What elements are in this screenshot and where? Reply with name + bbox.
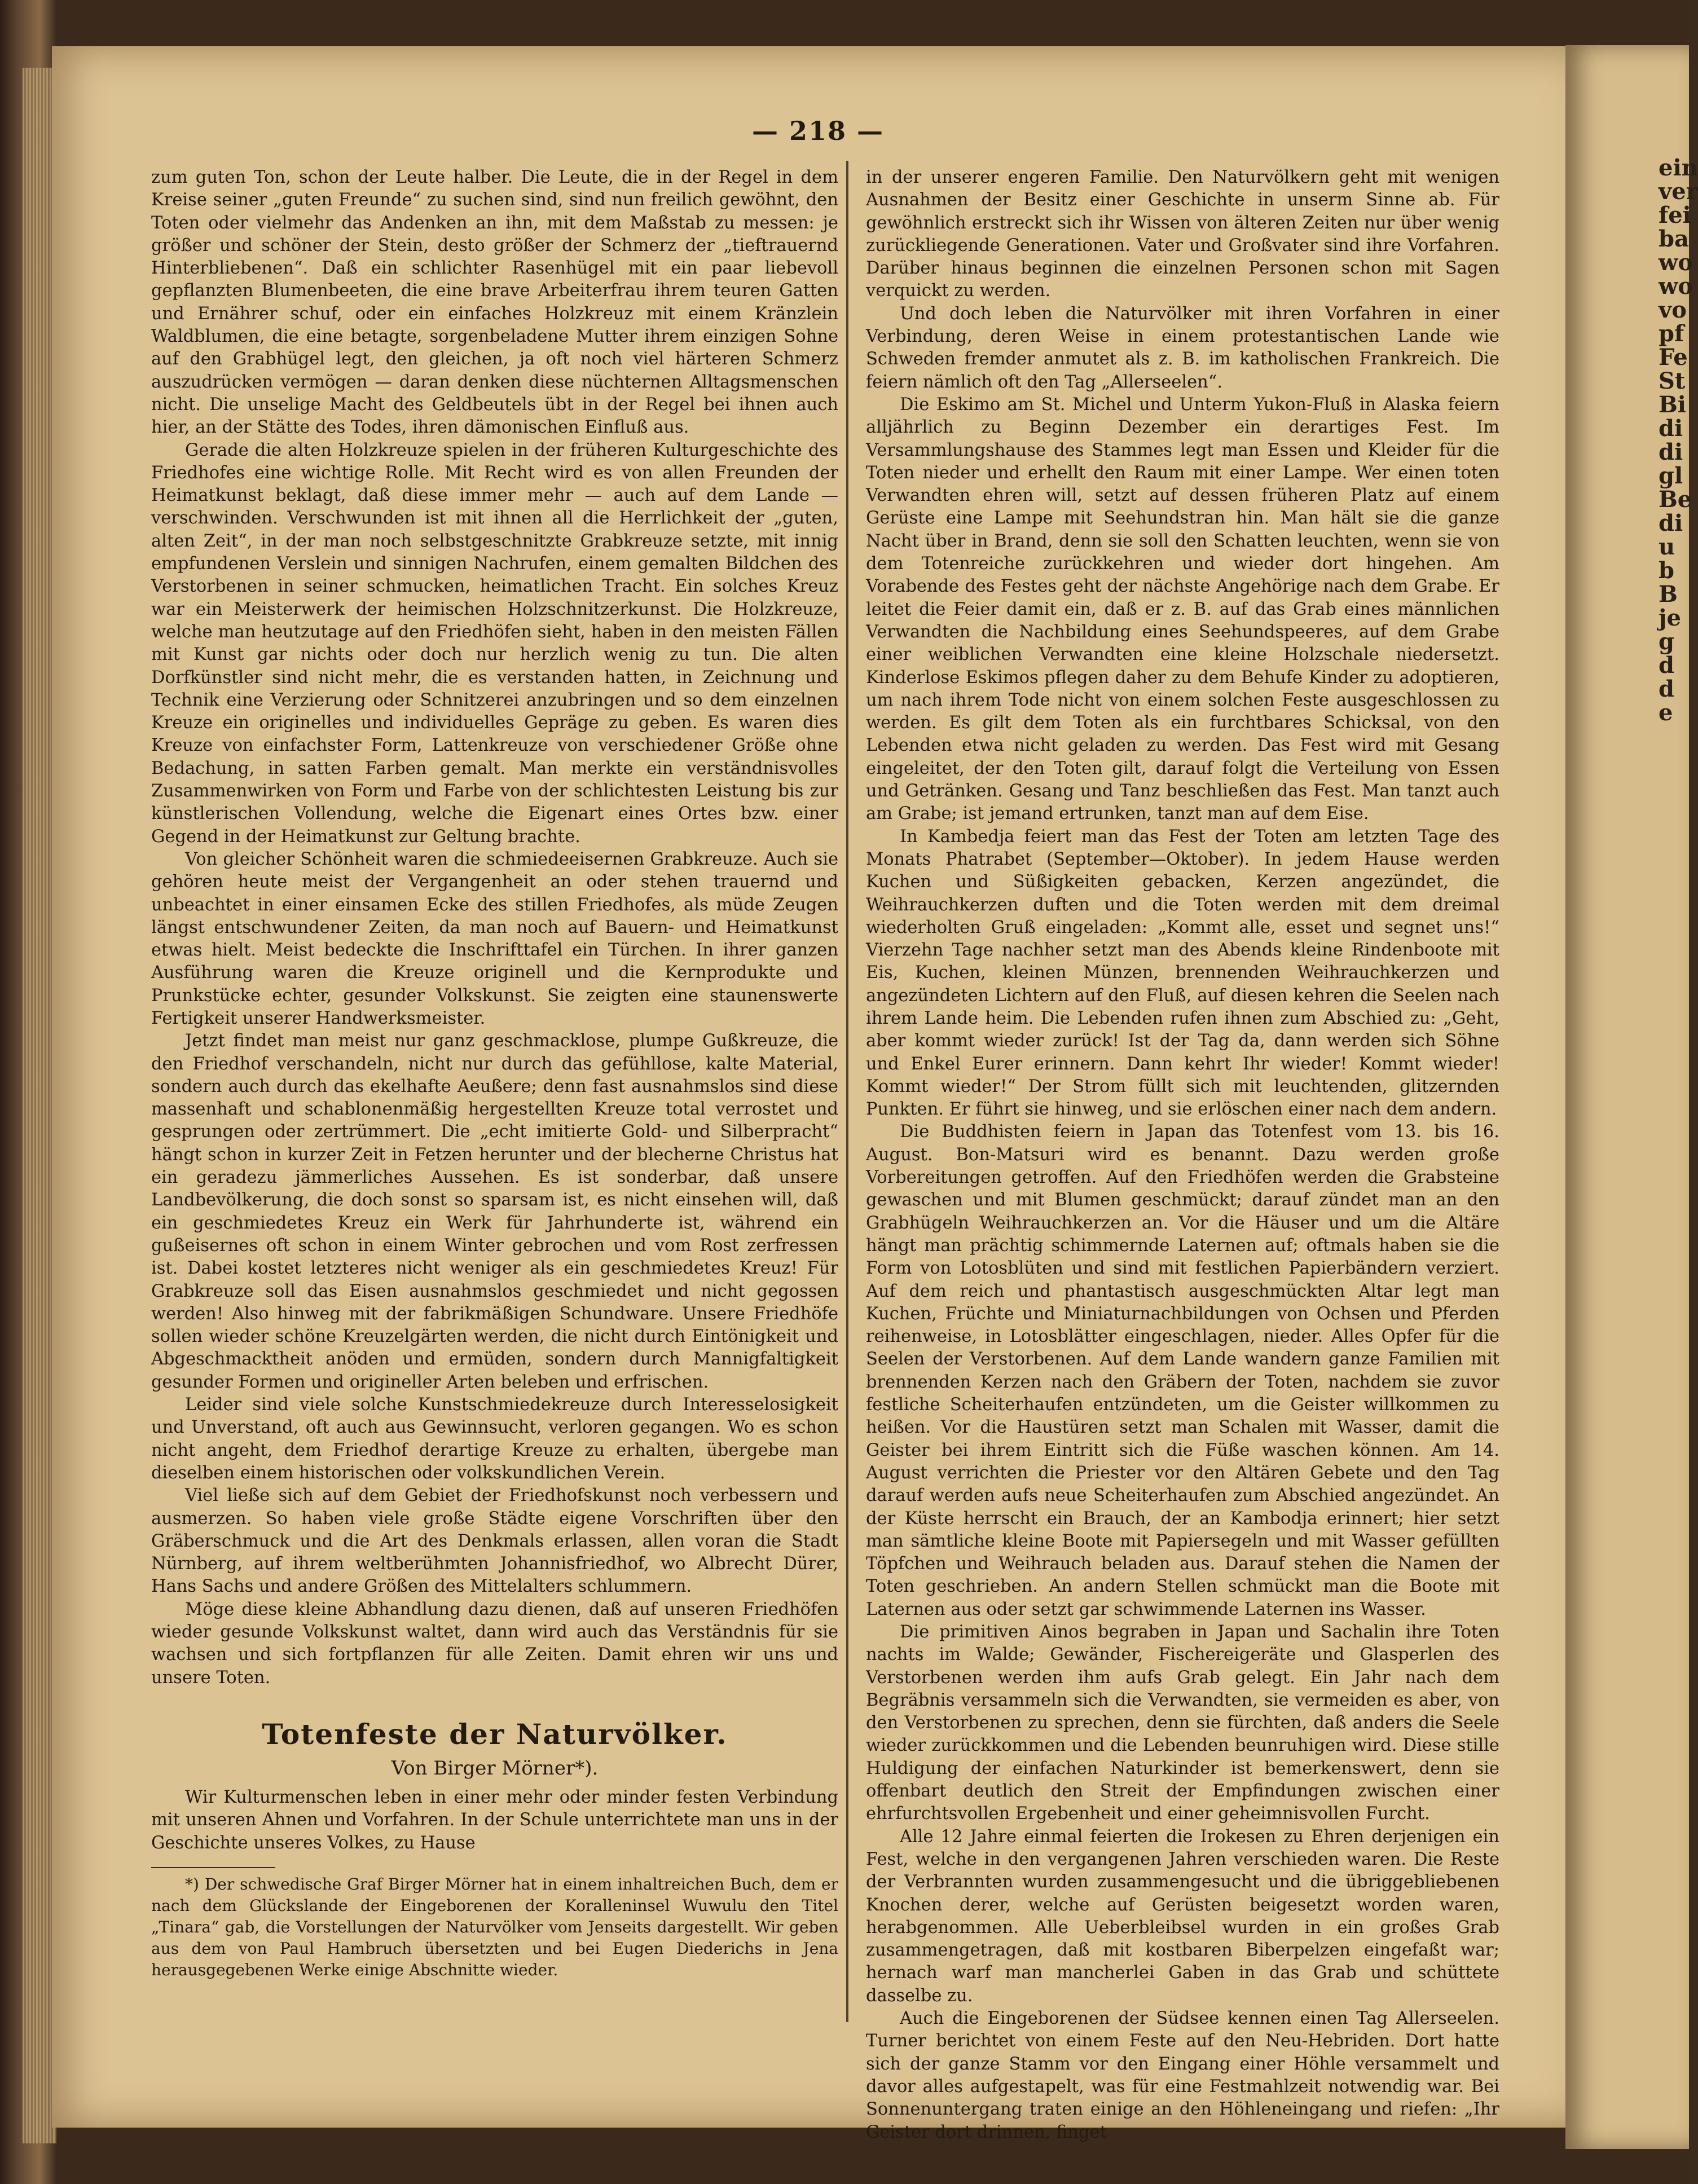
- next-page-fragment: wo: [1659, 249, 1693, 276]
- paragraph: Möge diese kleine Abhandlung dazu dienen, daß auf unseren Friedhöfen wieder gesunde Volkskunst waltet, dann wird auch das Verständnis für sie wachsen und sich fortpflanzen für alle Zeiten. Damit ehren wir uns und unsere Toten.: [151, 1599, 838, 1688]
- next-page-fragment: ein: [1659, 155, 1698, 181]
- next-page-fragment: Fe: [1659, 344, 1688, 371]
- left-column: [151, 166, 838, 1981]
- next-page-fragment: di: [1659, 439, 1683, 465]
- next-page-fragment: fei: [1659, 202, 1691, 228]
- next-page-fragment: u: [1659, 534, 1675, 560]
- next-page-fragment: e: [1659, 699, 1673, 726]
- next-page-fragment: d: [1659, 652, 1674, 679]
- paragraph: Die primitiven Ainos begraben in Japan und Sachalin ihre Toten nachts im Walde; Gewänder, Fischereigeräte und Glasperlen des Verstorbenen werden ihm aufs Grab gelegt. Ein Jahr nach dem Begräbnis versammeln sich die Verwandten, sie vermeiden es aber, von den Verstorbenen zu sprechen, denn sie fürchten, daß anders die Seele wieder zurückkommen und die Lebenden beunruhigen wird. Diese stille Huldigung der einfachen Naturkinder ist bemerkenswert, denn sie offenbart deutlich den Streit der Empfindungen zwischen einer ehrfurchtsvollen Ergebenheit und einer geheimnisvollen Furcht.: [866, 1622, 1499, 1824]
- footnote-rule: [151, 1867, 275, 1868]
- left-column-text: [151, 166, 838, 1689]
- column-divider: [846, 161, 848, 2022]
- next-page-fragment: ver: [1659, 178, 1698, 205]
- paragraph: Alle 12 Jahre einmal feierten die Irokesen zu Ehren derjenigen ein Fest, welche in den vergangenen Jahren verschieden waren. Die Reste der Verbrannten wurden zusammengesucht und die übriggebliebenen Knochen derer, welche auf Gerüsten beigesetzt worden waren, herabgenommen. Alle Ueberbleibsel wurden in ein großes Grab zusammengetragen, daß mit kostbaren Biberpelzen eingefaßt war; hernach warf man mancherlei Gaben in das Grab und schüttete dasselbe zu.: [866, 1826, 1499, 2006]
- paragraph: Die Buddhisten feiern in Japan das Totenfest vom 13. bis 16. August. Bon-Matsuri wird es benannt. Dazu werden große Vorbereitungen getroffen. Auf den Friedhöfen werden die Grabsteine gewaschen und mit Blumen geschmückt; darauf zündet man an den Grabhügeln Weihrauchkerzen an. Vor die Häuser und um die Altäre hängt man prächtig schimmernde Laternen auf; oftmals haben sie die Form von Lotosblüten und sind mit festlichen Papierbändern verziert. Auf dem reich und phantastisch ausgeschmückten Altar legt man Kuchen, Früchte und Miniaturnachbildungen von Ochsen und Pferden reihenweise, in Lotosblätter eingeschlagen, nieder. Alles Opfer für die Seelen der Verstorbenen. Auf dem Lande wandern ganze Familien mit brennenden Kerzen nach den Gräbern der Toten, nachdem sie zuvor festliche Scheiterhaufen entzündeten, um die Geister willkommen zu heißen. Vor die Haustüren setzt man Schalen mit Wasser, damit die Geister bei ihrem Eintritt sich die Füße waschen können. Am 14. August verrichten die Priester vor den Altären Gebete und den Tag darauf werden aufs neue Scheiterhaufen zum Abschied angezündet. An der Küste herrscht ein Brauch, der an Kambodja erinnert; hier setzt man sämtliche kleine Boote mit Papiersegeln und mit Wasser gefüllten Töpfchen und Weihrauch beladen aus. Darauf stehen die Namen der Toten geschrieben. An andern Stellen schmückt man die Boote mit Laternen aus oder setzt gar schwimmende Laternen ins Wasser.: [866, 1122, 1499, 1619]
- paragraph: Gerade die alten Holzkreuze spielen in der früheren Kulturgeschichte des Friedhofes eine wichtige Rolle. Mit Recht wird es von allen Freunden der Heimatkunst beklagt, daß diese immer mehr — auch auf dem Lande — verschwinden. Verschwunden ist mit ihnen all die Herrlichkeit der „guten, alten Zeit“, in der man noch selbstgeschnitzte Grabkreuze setzte, mit innig empfundenen Verslein und sinnigen Nachrufen, einem gemalten Bildchen des Verstorbenen in seiner schmucken, heimatlichen Tracht. Ein solches Kreuz war ein Meisterwerk der heimischen Holzschnitzerkunst. Die Holzkreuze, welche man heutzutage auf den Friedhöfen sieht, haben in den meisten Fällen mit Kunst gar nichts oder doch nur herzlich wenig zu tun. Die alten Dorfkünstler sind nicht mehr, die es verstanden hatten, in Zeichnung und Technik eine Verzierung oder Schnitzerei anzubringen und so dem einzelnen Kreuze ein originelles und individuelles Gepräge zu geben. Es waren dies Kreuze von einfachster Form, Lattenkreuze von verschiedener Größe ohne Bedachung, in satten Farben gemalt. Man merkte ein verständnisvolles Zusammenwirken von Form und Farbe von der schlichtesten Leistung bis zur künstlerischen Vollendung, welche die Eigenart eines Ortes bzw. einer Gegend in der Heimatkunst zur Geltung brachte.: [151, 440, 838, 847]
- next-page-fragment: vo: [1659, 297, 1687, 323]
- paragraph: Viel ließe sich auf dem Gebiet der Friedhofskunst noch verbessern und ausmerzen. So haben viele große Städte eigene Vorschriften über den Gräberschmuck und die Art des Denkmals erlassen, allen voran die Stadt Nürnberg, auf ihrem weltberühmten Johannisfriedhof, wo Albrecht Dürer, Hans Sachs und andere Größen des Mittelalters schlummern.: [151, 1486, 838, 1597]
- right-column: [866, 166, 1499, 2144]
- next-page-fragment: b: [1659, 557, 1674, 584]
- paragraph: Und doch leben die Naturvölker mit ihren Vorfahren in einer Verbindung, deren Weise in einem protestantischen Lande wie Schweden fremder anmutet als z. B. im katholischen Frankreich. Die feiern nämlich oft den Tag „Allerseelen“.: [866, 303, 1499, 392]
- paragraph: Leider sind viele solche Kunstschmiedekreuze durch Interesselosigkeit und Unverstand, oft auch aus Gewinnsucht, verloren gegangen. Wo es schon nicht angeht, dem Friedhof derartige Kreuze zu erhalten, übergebe man dieselben einem historischen oder volkskundlichen Verein.: [151, 1395, 838, 1483]
- next-page-edge: [1565, 45, 1698, 2149]
- paragraph: In Kambedja feiert man das Fest der Toten am letzten Tage des Monats Phatrabet (September—Oktober). In jedem Hause werden Kuchen und Süßigkeiten gebacken, Kerzen angezündet, die Weihrauchkerzen duften und die Toten werden mit dem dreimal wiederholten Gruß eingeladen: „Kommt alle, esset und segnet uns!“ Vierzehn Tage nachher setzt man des Abends kleine Rindenboote mit Eis, Kuchen, kleinen Münzen, brennenden Weihrauchkerzen und angezündeten Lichtern auf den Fluß, auf diesen kehren die Seelen nach ihrem Lande heim. Die Lebenden rufen ihnen zum Abschied zu: „Geht, aber kommt wieder zurück! Ist der Tag da, dann werden sich Söhne und Enkel Eurer erinnern. Dann kehrt Ihr wieder! Kommt wieder! Kommt wieder!“ Der Strom füllt sich mit leuchtenden, glitzernden Punkten. Er führt sie hinweg, und sie erlöschen einer nach dem andern.: [866, 826, 1499, 1120]
- next-page-fragment: ba: [1659, 226, 1689, 252]
- page-number: — 218 —: [751, 116, 885, 146]
- next-page-fragment: di: [1659, 510, 1683, 536]
- paragraph: Auch die Eingeborenen der Südsee kennen einen Tag Allerseelen. Turner berichtet von einem Feste auf den Neu-Hebriden. Dort hatte sich der ganze Stamm vor den Eingang einer Höhle versammelt und davor alles aufgestapelt, was für eine Festmahlzeit notwendig war. Bei Sonnenuntergang traten einige an den Höhleneingang und riefen: „Ihr Geister dort drinnen, finget: [866, 2009, 1499, 2142]
- next-page-fragment: di: [1659, 415, 1683, 442]
- paragraph: Wir Kulturmenschen leben in einer mehr oder minder festen Verbindung mit unseren Ahnen und Vorfahren. In der Schule unterrichtete man uns in der Geschichte unseres Volkes, zu Hause: [151, 1787, 838, 1853]
- paragraph: Jetzt findet man meist nur ganz geschmacklose, plumpe Gußkreuze, die den Friedhof verschandeln, nicht nur durch das gefühllose, kalte Material, sondern auch durch das ekelhafte Aeußere; denn fast ausnahmslos sind diese massenhaft und schablonenmäßig hergestellten Kreuze total verrostet und gesprungen oder zertrümmert. Die „echt imitierte Gold- und Silberpracht“ hängt schon in kurzer Zeit in Fetzen herunter und der blecherne Christus hat ein geradezu jämmerliches Aussehen. Es ist sonderbar, daß unsere Landbevölkerung, die doch sonst so sparsam ist, es nicht einsehen will, daß ein geschmiedetes Kreuz ein Werk für Jahrhunderte ist, während ein gußeisernes oft schon in einem Winter gebrochen und vom Rost zerfressen ist. Dabei kostet letzteres nicht weniger als ein geschmiedetes Kreuz! Für Grabkreuze soll das Eisen ausnahmslos geschmiedet und nicht gegossen werden! Also hinweg mit der fabrikmäßigen Schundware. Unsere Friedhöfe sollen wieder schöne Kreuzelgärten werden, die nicht durch Eintönigkeit und Abgeschmacktheit anöden und ermüden, sondern durch Mannigfaltigkeit gesunder Formen und origineller Arten beleben und erfrischen.: [151, 1031, 838, 1392]
- next-page-fragment: St: [1659, 368, 1686, 394]
- page-edge-stack: [23, 68, 56, 2143]
- next-page-fragment: Be: [1659, 486, 1692, 513]
- paragraph: Die Eskimo am St. Michel und Unterm Yukon-Fluß in Alaska feiern alljährlich zu Beginn Dezember ein derartiges Fest. Im Versammlungshause des Stammes legt man Essen und Kleider für die Toten nieder und erhellt den Raum mit einer Lampe. Wer einen toten Verwandten ehren will, setzt auf dessen früheren Platz auf einem Gerüste eine Lampe mit Seehundstran hin. Man hält sie die ganze Nacht über in Brand, denn sie soll den Schatten leuchten, wenn sie von dem Totenreiche zurückkehren und wieder dort hingehen. Am Vorabende des Festes geht der nächste Angehörige nach dem Grabe. Er leitet die Feier damit ein, daß er z. B. auf das Grab eines männlichen Verwandten die Nachbildung eines Seehundspeeres, auf dem Grabe einer weiblichen Verwandten eine kleine Holzschale niedersetzt. Kinderlose Eskimos pflegen daher zu dem Behufe Kinder zu adoptieren, um nach ihrem Tode nicht von einem solchen Feste ausgeschlossen zu werden. Es gilt dem Toten als ein furchtbares Schicksal, von den Lebenden etwa nicht geladen zu werden. Das Fest wird mit Gesang eingeleitet, der den Toten gilt, darauf folgt die Verteilung von Essen und Getränken. Gesang und Tanz beschließen das Fest. Man tanzt auch am Grabe; ist jemand ertrunken, tanzt man auf dem Eise.: [866, 394, 1499, 824]
- next-page-fragment: B: [1659, 581, 1678, 607]
- next-page-fragment: wo: [1659, 273, 1693, 300]
- paragraph: in der unserer engeren Familie. Den Naturvölkern geht mit wenigen Ausnahmen der Besitz einer Geschichte in unserm Sinne ab. Für gewöhnlich erstreckt sich ihr Wissen von älteren Zeiten nur über wenig zurückliegende Generationen. Vater und Großvater sind ihre Vorfahren. Darüber hinaus beginnen die einzelnen Personen schon mit Sagen verquickt zu werden.: [866, 168, 1499, 301]
- next-page-fragment: Bi: [1659, 391, 1687, 418]
- paragraph: zum guten Ton, schon der Leute halber. Die Leute, die in der Regel in dem Kreise seiner „guten Freunde“ zu suchen sind, sind nun freilich gewöhnt, den Toten oder vielmehr das Andenken an ihn, mit dem Maßstab zu messen: je größer und schöner der Stein, desto größer der Schmerz der „tieftrauernd Hinterbliebenen“. Daß ein schlichter Rasenhügel mit ein paar liebevoll gepflanzten Blumenbeeten, die eine brave Arbeiterfrau ihrem teuren Gatten und Ernährer schuf, oder ein einfaches Holzkreuz mit einem Kränzlein Waldblumen, die eine betagte, sorgenbeladene Mutter ihrem einzigen Sohne auf den Grabhügel legt, den gleichen, ja oft noch viel härteren Schmerz auszudrücken vermögen — daran denken diese nüchternen Alltagsmenschen nicht. Die unselige Macht des Geldbeutels übt in der Regel bei ihnen auch hier, an der Stätte des Todes, ihren dämonischen Einfluß aus.: [151, 168, 838, 438]
- article-intro-text: [151, 1786, 838, 1855]
- paragraph: Von gleicher Schönheit waren die schmiedeeisernen Grabkreuze. Auch sie gehören heute meist der Vergangenheit an oder stehen trauernd und unbeachtet in einer einsamen Ecke des stillen Friedhofes, als müde Zeugen längst entschwundener Zeiten, da man noch auf Bauern- und Heimatkunst etwas hielt. Meist bedeckte die Inschrifttafel ein Türchen. In ihrer ganzen Ausführung waren die Kreuze originell und die Kernprodukte und Prunkstücke echter, gesunder Volkskunst. Sie zeigten eine staunenswerte Fertigkeit unserer Handwerksmeister.: [151, 849, 838, 1028]
- next-page-fragment: g: [1659, 628, 1674, 655]
- next-page-fragment: d: [1659, 676, 1674, 702]
- article-byline: Von Birger Mörner*).: [391, 1756, 599, 1780]
- footnote: *) Der schwedische Graf Birger Mörner hat in einem inhaltreichen Buch, dem er nach dem Glückslande der Eingeborenen der Koralleninsel Wuwulu den Titel „Tinara“ gab, die Vorstellungen der Naturvölker vom Jenseits dargestellt. Wir geben aus dem von Paul Hambruch übersetzten und bei Eugen Diederichs in Jena herausgegebenen Werke einige Abschnitte wieder.: [151, 1875, 838, 1980]
- article-title: Totenfeste der Naturvölker.: [262, 1717, 728, 1751]
- next-page-fragment: gl: [1659, 463, 1683, 489]
- next-page-fragment: je: [1659, 605, 1681, 631]
- next-page-fragment: pf: [1659, 320, 1684, 347]
